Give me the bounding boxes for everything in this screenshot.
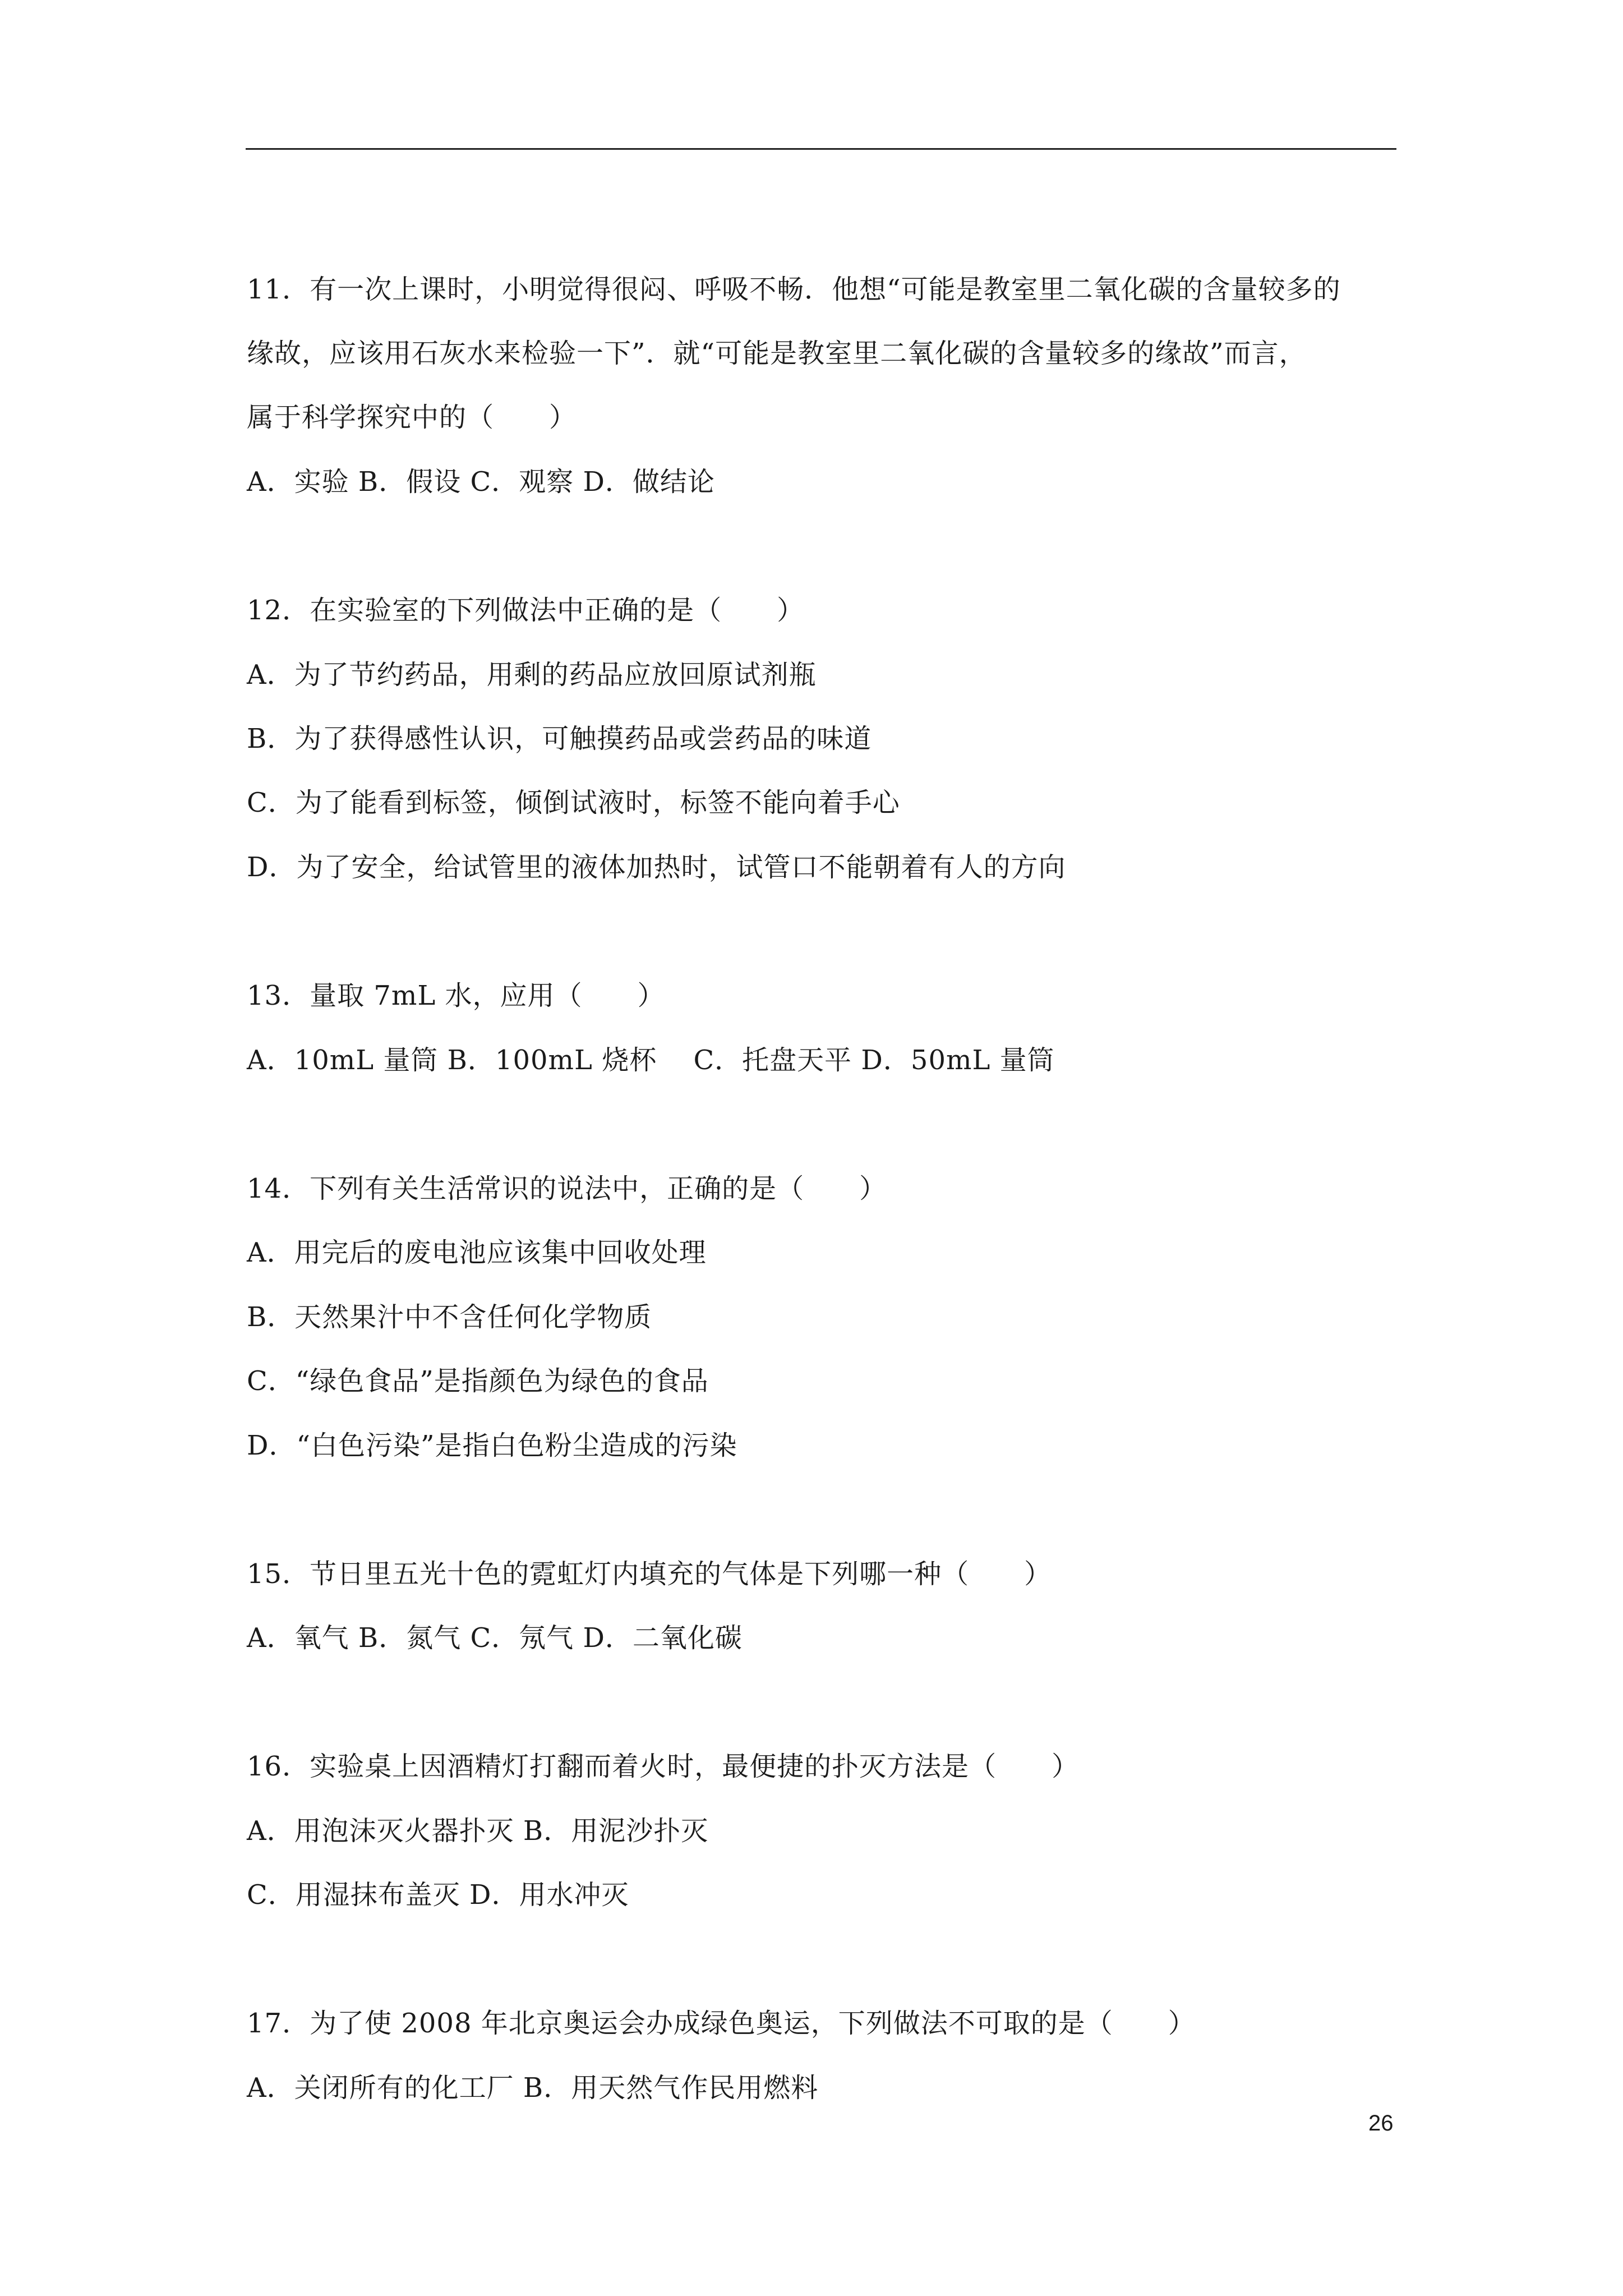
question-15-stem: 15．节日里五光十色的霓虹灯内填充的气体是下列哪一种（ ） [247,1558,1052,1590]
question-11-stem-line-2: 缘故，应该用石灰水来检验一下”．就“可能是教室里二氧化碳的含量较多的缘故”而言， [247,338,1307,369]
question-12-stem: 12．在实验室的下列做法中正确的是（ ） [247,595,805,626]
question-12-option-d: D．为了安全，给试管里的液体加热时，试管口不能朝着有人的方向 [247,852,1066,883]
question-14-option-a: A．用完后的废电池应该集中回收处理 [247,1237,707,1268]
question-17-options: A．关闭所有的化工厂 B．用天然气作民用燃料 [247,2072,819,2104]
question-12-option-a: A．为了节约药品，用剩的药品应放回原试剂瓶 [247,659,817,691]
question-12-option-c: C．为了能看到标签，倾倒试液时，标签不能向着手心 [247,787,900,818]
question-11-stem-line-3: 属于科学探究中的（ ） [247,402,577,433]
page-number: 26 [1368,2111,1394,2136]
question-11-options: A．实验 B．假设 C．观察 D．做结论 [247,466,715,498]
question-14-option-b: B．天然果汁中不含任何化学物质 [247,1301,652,1333]
question-14-option-d: D．“白色污染”是指白色粉尘造成的污染 [247,1430,737,1461]
question-13-options: A．10mL 量筒 B．100mL 烧杯 C．托盘天平 D．50mL 量筒 [247,1045,1055,1076]
question-14-option-c: C．“绿色食品”是指颜色为绿色的食品 [247,1365,709,1397]
question-16-options-line-2: C．用湿抹布盖灭 D．用水冲灭 [247,1879,629,1911]
question-14-stem: 14．下列有关生活常识的说法中，正确的是（ ） [247,1173,887,1204]
question-16-stem: 16．实验桌上因酒精灯打翻而着火时，最便捷的扑灭方法是（ ） [247,1751,1080,1782]
question-11-stem-line-1: 11．有一次上课时，小明觉得很闷、呼吸不畅．他想“可能是教室里二氧化碳的含量较多的 [247,274,1341,305]
question-13-stem: 13．量取 7mL 水，应用（ ） [247,980,665,1011]
question-17-stem: 17．为了使 2008 年北京奥运会办成绿色奥运，下列做法不可取的是（ ） [247,2008,1196,2039]
question-15-options: A．氧气 B．氮气 C．氖气 D．二氧化碳 [247,1622,743,1654]
question-16-options-line-1: A．用泡沫灭火器扑灭 B．用泥沙扑灭 [247,1815,709,1847]
header-rule [246,148,1396,150]
question-12-option-b: B．为了获得感性认识，可触摸药品或尝药品的味道 [247,723,872,754]
